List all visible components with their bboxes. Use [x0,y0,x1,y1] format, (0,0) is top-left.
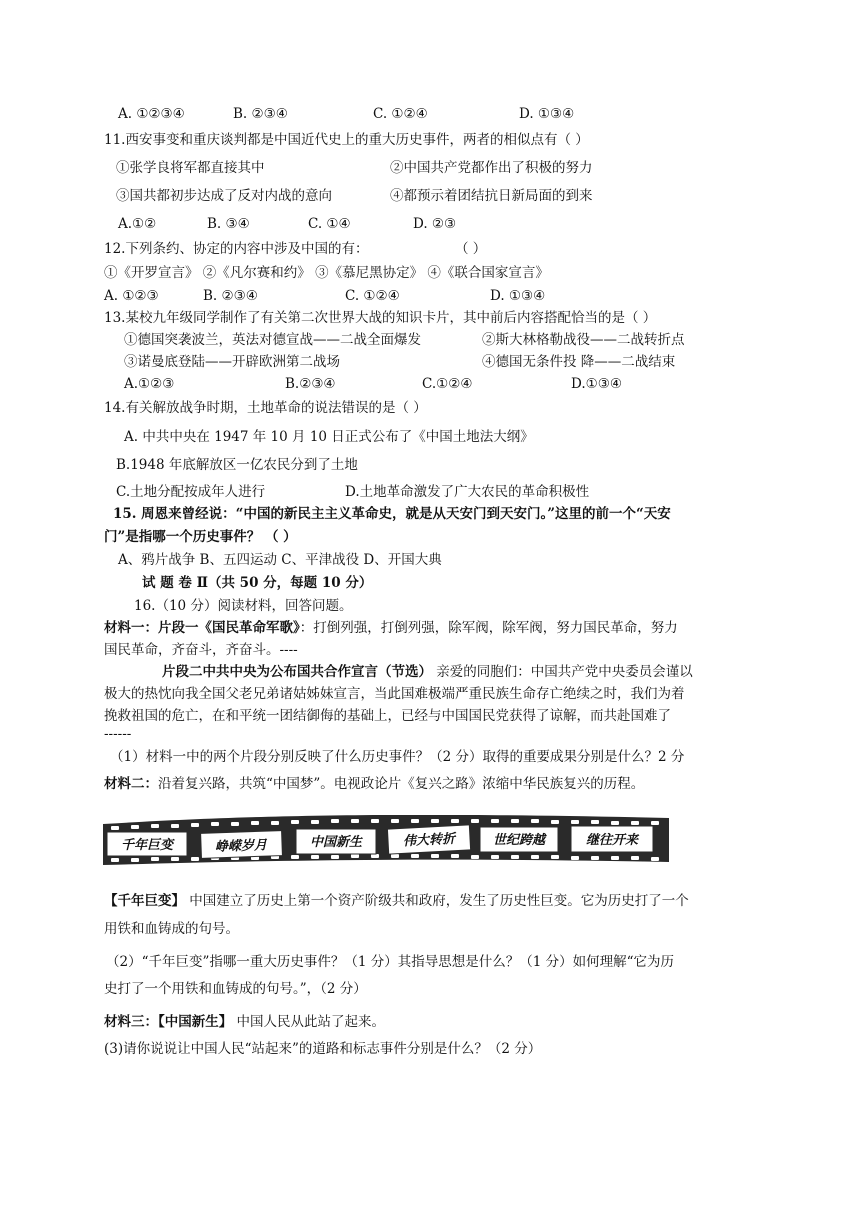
q13-option-c: C.①②④ [422,376,473,392]
qiannian-juzhan-tag: 【千年巨变】 [104,893,185,909]
q11-item-4: ④都预示着团结抗日新局面的到来 [390,188,593,204]
q13-stem: 13.某校九年级同学制作了有关第二次世界大战的知识卡片，其中前后内容搭配恰当的是（ ） [104,310,657,326]
qiannian-juzhan-line2: 用铁和血铸成的句号。 [104,921,239,937]
q10-option-d: D. ①③④ [519,106,575,122]
film-frame-6: 继往开来 [585,833,639,848]
material-2-line [104,775,644,793]
q13-option-b: B.②③④ [285,376,336,392]
q12-option-c: C. ①②④ [345,288,400,304]
material-1-line2: 国民革命，齐奋斗，齐奋斗。---- [104,642,298,658]
material-1-part2-line2: 极大的热忱向我全国父老兄弟诸姑姊妹宣言，当此国难极端严重民族生命存亡绝续之时，我们为着 [104,686,685,702]
qiannian-juzhan-line1 [104,892,689,910]
q16-sub-question-2-line1: （2）“千年巨变”指哪一重大历史事件？（1 分）其指导思想是什么？（1 分）如何理解“它为历 [106,954,675,970]
film-frame-1: 千年巨变 [120,838,174,853]
q15-stem-line2: 门”是指哪一个历史事件？ （ ） [104,529,297,545]
material-3-line [104,1013,385,1031]
material-3-label: 材料三： [104,1014,158,1030]
section-2-heading: 试 题 卷 Ⅱ（共 50 分，每题 10 分） [142,575,373,591]
q14-option-d: D.土地革命激发了广大农民的革命积极性 [345,484,590,500]
part-2-text: 亲爱的同胞们：中国共产党中央委员会谨以 [432,664,693,680]
q15-stem-line1: 15. 周恩来曾经说：“中国的新民主主义革命史，就是从天安门到天安门。”这里的前一个“天安 [113,506,671,522]
material-1-part2-line4: ------ [104,726,132,742]
q11-stem: 11.西安事变和重庆谈判都是中国近代史上的重大历史事件，两者的相似点有（ ） [104,132,589,148]
q14-stem: 14.有关解放战争时期，土地革命的说法错误的是（ ） [104,400,427,416]
qiannian-juzhan-text: 中国建立了历史上第一个资产阶级共和政府，发生了历史性巨变。它为历史打了一个 [185,893,689,909]
q13-option-a: A.①②③ [124,376,175,392]
q12-answer-paren: （ ） [455,241,487,257]
material-1-part2-line1 [162,663,693,681]
material-1-text: ：打倒列强，打倒列强，除军阀，除军阀，努力国民革命，努力 [299,620,678,636]
q12-option-b: B. ②③④ [203,288,258,304]
q11-option-a: A.①② [118,216,157,232]
film-frame-3: 中国新生 [309,835,363,850]
q11-item-2: ②中国共产党都作出了积极的努力 [390,160,593,176]
film-strip-banner [103,815,669,867]
material-1-part2-line3: 挽救祖国的危亡，在和平统一团结御侮的基础上，已经与中国国民党获得了谅解，而共赴国难了 [104,708,671,724]
q11-option-d: D. ②③ [413,216,457,232]
q10-option-b: B. ②③④ [233,106,288,122]
q10-option-a: A. ①②③④ [118,106,185,122]
q11-option-c: C. ①④ [308,216,351,232]
q12-option-a: A. ①②③ [104,288,159,304]
q13-option-d: D.①③④ [571,376,622,392]
q16-sub-question-1: （1）材料一中的两个片段分别反映了什么历史事件？（2 分）取得的重要成果分别是什么？2 分 [110,749,685,765]
q16-sub-question-2-line2: 史打了一个用铁和血铸成的句号。”，（2 分） [104,981,367,997]
q11-item-1: ①张学良将军都直接其中 [116,160,265,176]
q14-option-c: C.土地分配按成年人进行 [116,484,266,500]
q11-item-3: ③国共都初步达成了反对内战的意向 [116,188,332,204]
q12-stem: 12.下列条约、协定的内容中涉及中国的有： [104,241,369,257]
q16-sub-question-3: (3)请你说说让中国人民“站起来”的道路和标志事件分别是什么？（2 分） [104,1041,542,1057]
material-2-text: 沿着复兴路，共筑“中国梦”。电视政论片《复兴之路》浓缩中华民族复兴的历程。 [158,776,645,792]
q13-item-3: ③诺曼底登陆——开辟欧洲第二战场 [124,354,340,370]
q10-option-c: C. ①②④ [373,106,428,122]
part-2-label: 片段二中共中央为公布国共合作宣言（节选） [162,664,432,680]
q16-intro: 16.（10 分）阅读材料，回答问题。 [134,598,353,614]
q13-item-1: ①德国突袭波兰，英法对德宣战——二战全面爆发 [124,332,421,348]
q13-item-4: ④德国无条件投 降——二战结束 [482,354,676,370]
q12-items: ①《开罗宣言》 ②《凡尔赛和约》 ③《慕尼黑协定》 ④《联合国家宣言》 [104,265,549,281]
q11-option-b: B. ③④ [207,216,250,232]
q13-item-2: ②斯大林格勒战役——二战转折点 [482,332,685,348]
material-2-label: 材料二： [104,776,158,792]
material-3-tag: 【中国新生】 [158,1014,233,1030]
material-1-line1 [104,619,678,637]
film-frame-4: 伟大转折 [402,831,456,850]
material-1-label: 材料一：片段一《国民革命军歌》 [104,620,300,636]
q12-option-d: D. ①③④ [490,288,546,304]
q14-option-b: B.1948 年底解放区一亿农民分到了土地 [116,457,358,473]
film-frame-2: 峥嵘岁月 [214,838,268,855]
material-3-text: 中国人民从此站了起来。 [232,1014,386,1030]
q14-option-a: A. 中共中央在 1947 年 10 月 10 日正式公布了《中国土地法大纲》 [124,429,534,445]
q15-options: A、鸦片战争 B、五四运动 C、平津战役 D、开国大典 [118,552,442,568]
film-frame-5: 世纪跨越 [492,833,546,848]
